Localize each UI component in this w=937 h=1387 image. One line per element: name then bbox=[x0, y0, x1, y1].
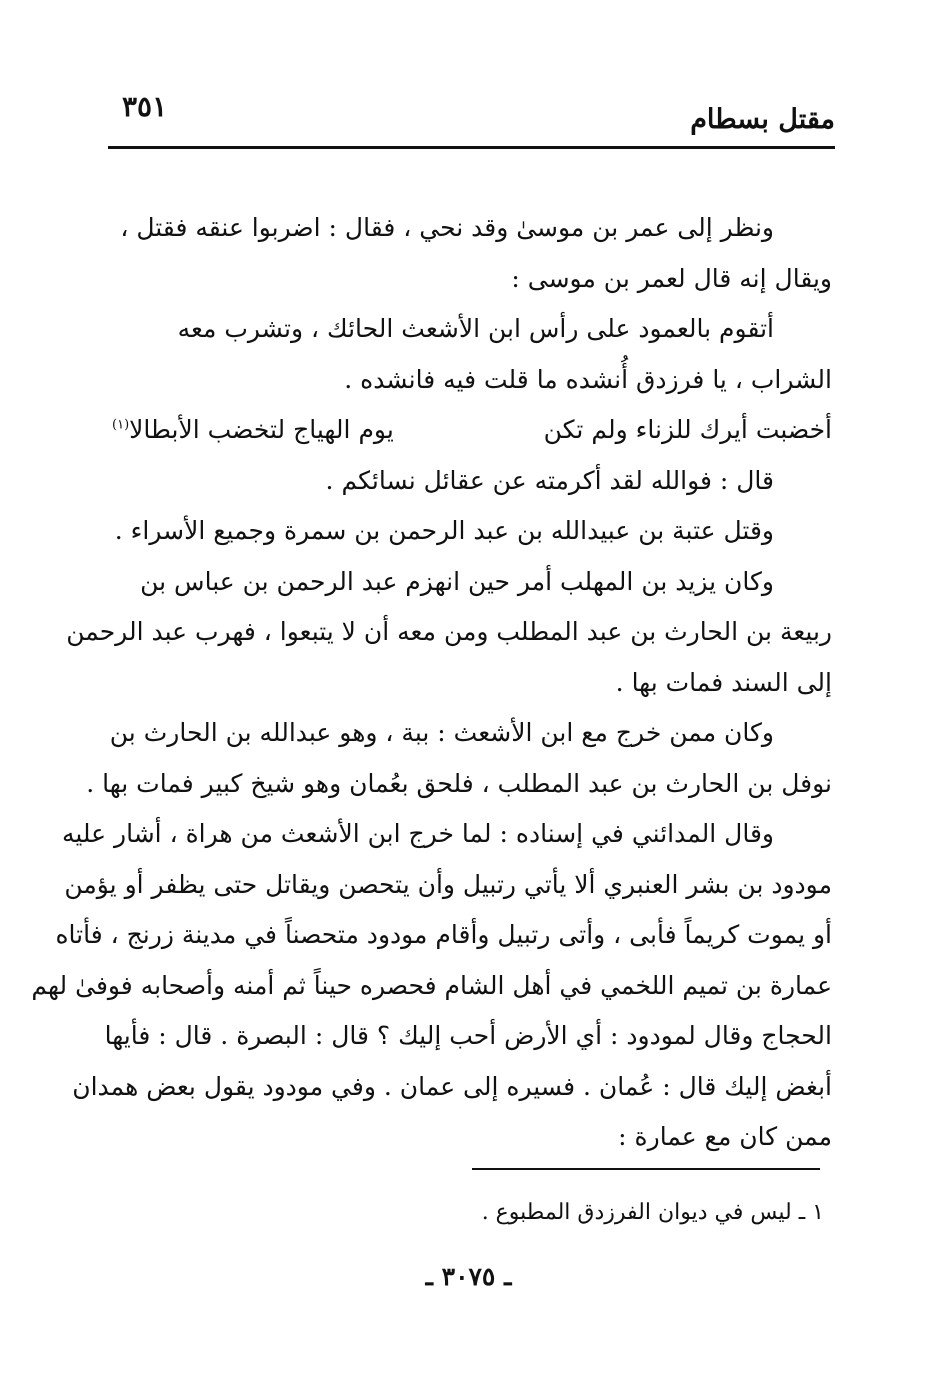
footnote: ١ ـ ليس في ديوان الفرزدق المطبوع . bbox=[481, 1200, 824, 1225]
footnote-separator bbox=[472, 1168, 820, 1170]
verse-second-hemistich-wrap bbox=[112, 405, 394, 456]
text-line: إلى السند فمات بها . bbox=[615, 667, 832, 697]
text-line: أتقوم بالعمود على رأس ابن الأشعث الحائك ، وتشرب معه bbox=[177, 314, 774, 343]
text-line: وقال المدائني في إسناده : لما خرج ابن الأشعث من هراة ، أشار عليه bbox=[61, 819, 774, 848]
footer-page-number: ـ ٣٠٧٥ ـ bbox=[425, 1262, 512, 1291]
verse-line bbox=[112, 405, 832, 456]
text-line: نوفل بن الحارث بن عبد المطلب ، فلحق بعُمان وهو شيخ كبير فمات بها . bbox=[86, 768, 832, 798]
footnote-marker: (١) bbox=[112, 417, 130, 433]
header-page-number: ٣٥١ bbox=[122, 90, 168, 123]
text-line: الشراب ، يا فرزدق أُنشده ما قلت فيه فانشده . bbox=[344, 364, 832, 394]
verse-first-hemistich: أخضبت أيرك للزناء ولم تكن bbox=[543, 415, 832, 444]
text-line: عمارة بن تميم اللخمي في أهل الشام فحصره حيناً ثم أمنه وأصحابه فوفىٰ لهم bbox=[31, 970, 832, 1000]
text-line: وكان يزيد بن المهلب أمر حين انهزم عبد الرحمن بن عباس بن bbox=[140, 566, 774, 596]
text-line: وقتل عتبة بن عبيدالله بن عبد الرحمن بن سمرة وجميع الأسراء . bbox=[114, 516, 774, 545]
verse-second-hemistich: يوم الهياج لتخضب الأبطالا bbox=[129, 415, 394, 444]
page-header bbox=[108, 88, 835, 149]
text-line: ويقال إنه قال لعمر بن موسى : bbox=[511, 263, 832, 293]
text-line: مودود بن بشر العنبري ألا يأتي رتبيل وأن يتحصن ويقاتل حتى يظفر أو يؤمن bbox=[64, 869, 832, 899]
text-line: أبغض إليك قال : عُمان . فسيره إلى عمان . وفي مودود يقول بعض همدان bbox=[72, 1071, 832, 1101]
text-line: ونظر إلى عمر بن موسىٰ وقد نحي ، فقال : اضربوا عنقه فقتل ، bbox=[120, 213, 774, 242]
body-text bbox=[31, 203, 832, 1163]
text-line: أو يموت كريماً فأبى ، وأتى رتبيل وأقام مودود متحصناً في مدينة زرنج ، فأتاه bbox=[55, 920, 832, 949]
text-line: ربيعة بن الحارث بن عبد المطلب ومن معه أن لا يتبعوا ، فهرب عبد الرحمن bbox=[66, 617, 832, 646]
text-line: الحجاج وقال لمودود : أي الأرض أحب إليك ؟ قال : البصرة . قال : فأيها bbox=[104, 1021, 832, 1050]
running-title: مقتل بسطام bbox=[690, 104, 835, 135]
text-line: وكان ممن خرج مع ابن الأشعث : ببة ، وهو عبدالله بن الحارث بن bbox=[109, 718, 774, 747]
text-line: ممن كان مع عمارة : bbox=[618, 1122, 832, 1151]
text-line: قال : فوالله لقد أكرمته عن عقائل نسائكم . bbox=[325, 465, 774, 495]
